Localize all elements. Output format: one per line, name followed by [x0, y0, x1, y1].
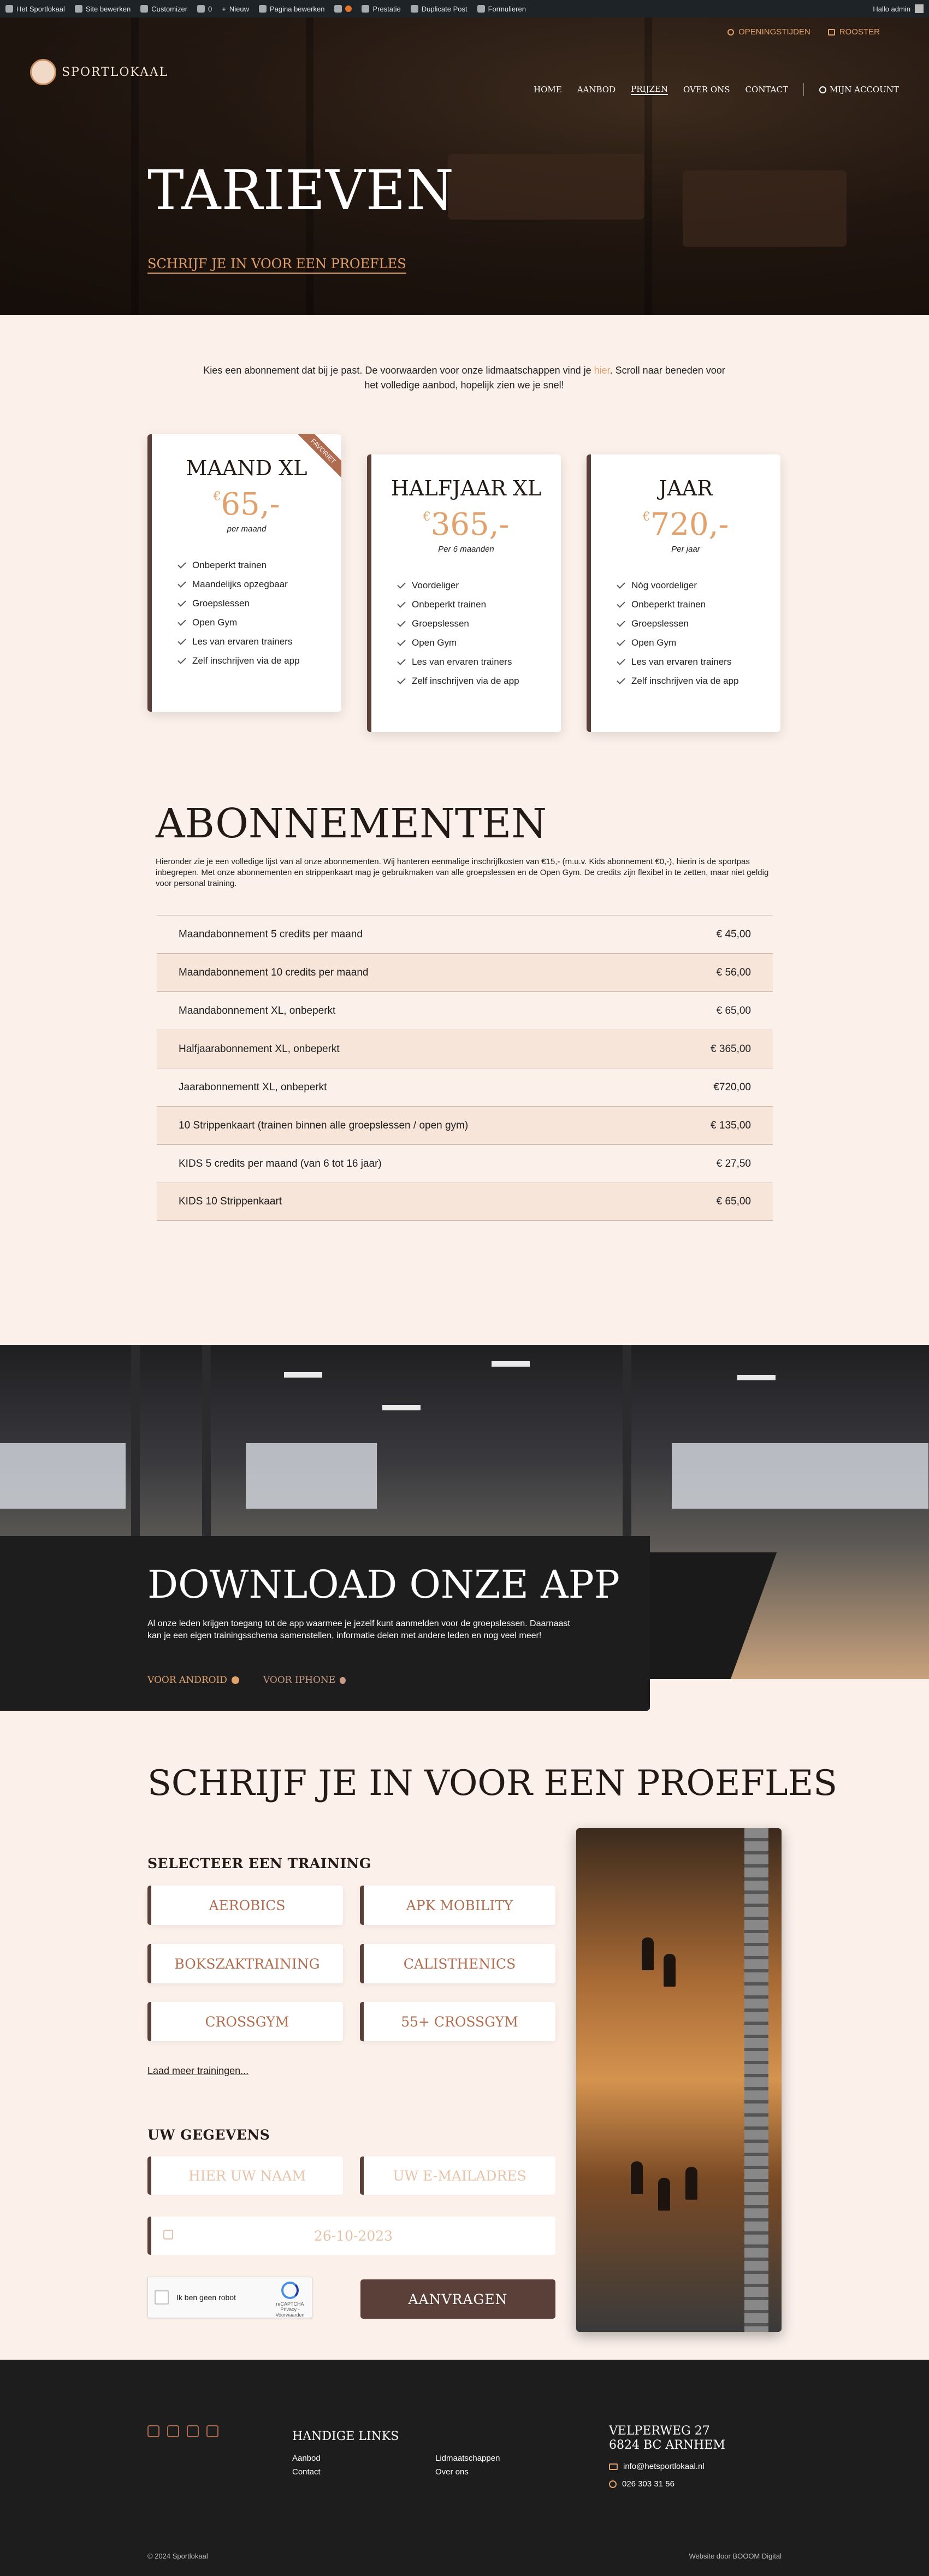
app-text: Al onze leden krijgen toegang tot de app waarmee je jezelf kunt aanmelden voor de groepslessen. Daarnaast kan je een eigen trainingsschema samenstellen, informatie delen met andere leden en nog veel meer! — [147, 1619, 570, 1640]
plan-card-maand-xl[interactable] — [147, 434, 341, 712]
check-icon — [177, 617, 186, 626]
check-icon — [617, 599, 625, 608]
facebook-icon[interactable] — [147, 2425, 159, 2437]
plus-icon: + — [222, 4, 226, 13]
admin-edit-site[interactable]: Site bewerken — [75, 5, 131, 13]
contact-info — [609, 2458, 705, 2493]
check-icon — [177, 636, 186, 645]
training-option[interactable]: 55+ CROSSGYM — [360, 2002, 555, 2041]
climbing-photo — [576, 1828, 782, 2332]
plan-features — [398, 580, 561, 687]
check-icon — [177, 560, 186, 569]
footer-links-title: HANDIGE LINKS — [292, 2430, 399, 2443]
date-field[interactable]: 26-10-2023 — [147, 2217, 555, 2255]
footer-link[interactable]: Contact — [292, 2467, 321, 2477]
admin-forms[interactable]: Formulieren — [477, 5, 526, 13]
admin-site-link[interactable]: Het Sportlokaal — [5, 5, 65, 13]
nav-home[interactable]: HOME — [534, 85, 562, 94]
check-icon — [617, 637, 625, 646]
app-download-panel — [0, 1536, 650, 1711]
comment-icon — [197, 5, 205, 13]
training-option[interactable]: AEROBICS — [147, 1886, 343, 1925]
table-row: KIDS 10 Strippenkaart € 65,00 — [157, 1183, 773, 1221]
plan-price: €65,- — [213, 487, 280, 522]
feature-item: Zelf inschrijven via de app — [617, 676, 780, 687]
pencil-icon — [140, 5, 148, 13]
favorite-ribbon: FAVORIET — [294, 434, 341, 481]
admin-duplicate-post[interactable]: Duplicate Post — [411, 5, 468, 13]
gym-light — [284, 1372, 322, 1378]
feature-item: Zelf inschrijven via de app — [178, 655, 341, 666]
footer-links — [292, 2454, 545, 2477]
feature-item: Groepslessen — [617, 618, 780, 629]
nav-aanbod[interactable]: AANBOD — [577, 85, 616, 94]
plan-price: €365,- — [423, 507, 510, 542]
phone-icon — [609, 2480, 617, 2488]
address-line-2: 6824 BC ARNHEM — [609, 2438, 725, 2452]
pencil-icon — [259, 5, 267, 13]
check-icon — [397, 657, 406, 665]
credit-link[interactable]: Website door BOOOM Digital — [689, 2552, 782, 2560]
feature-item: Groepslessen — [398, 618, 561, 629]
android-icon — [232, 1676, 239, 1684]
feature-item: Zelf inschrijven via de app — [398, 676, 561, 687]
duplicate-icon — [411, 5, 418, 13]
footer-link[interactable]: Lidmaatschappen — [435, 2454, 500, 2463]
calendar-icon — [163, 2230, 173, 2240]
page-title: TARIEVEN — [147, 158, 454, 222]
feature-item: Onbeperkt trainen — [617, 599, 780, 610]
admin-new[interactable]: + Nieuw — [222, 4, 249, 13]
linkedin-icon[interactable] — [167, 2425, 179, 2437]
email-field[interactable]: UW E-MAILADRES — [360, 2156, 555, 2195]
check-icon — [617, 657, 625, 665]
calendar-icon — [828, 29, 835, 36]
admin-customizer[interactable]: Customizer — [140, 5, 187, 13]
admin-comments[interactable]: 0 — [197, 5, 212, 13]
table-row: Halfjaarabonnement XL, onbeperkt € 365,00 — [157, 1030, 773, 1068]
feature-item: Les van ervaren trainers — [398, 657, 561, 667]
intro-text: Kies een abonnement dat bij je past. De voorwaarden voor onze lidmaatschappen vind je hier. Scroll naar beneden voor het volledige aanbod, hopelijk zien we je snel! — [203, 365, 725, 391]
plan-card-jaar[interactable] — [587, 454, 780, 732]
plan-title: MAAND XL — [186, 456, 307, 480]
schedule-link[interactable]: ROOSTER — [828, 27, 880, 37]
feature-item: Maandelijks opzegbaar — [178, 579, 341, 590]
check-icon — [397, 599, 406, 608]
brush-icon — [75, 5, 82, 13]
table-row: 10 Strippenkaart (trainen binnen alle groepslessen / open gym) € 135,00 — [157, 1106, 773, 1144]
check-icon — [397, 580, 406, 589]
climber-figure — [658, 2178, 670, 2211]
user-icon — [819, 86, 826, 93]
plan-period: Per 6 maanden — [438, 545, 494, 554]
admin-yoast[interactable] — [334, 5, 352, 13]
recaptcha-checkbox[interactable] — [155, 2290, 169, 2305]
social-links — [147, 2425, 218, 2437]
subscriptions-description: Hieronder zie je een volledige lijst van al onze abonnementen. Wij hanteren eenmalige inschrijfkosten van €15,- (m.u.v. Kids abonnement €0,-), hierin is de sportpas inbegrepen. Met onze abonnementen en strippenkaart mag je gebruikmaken van alle groepslessen en de Open Gym. De credits zijn flexibel in te zetten, maar niet geldig voor personal training. — [156, 857, 769, 888]
recaptcha-logo: reCAPTCHA Privacy - Voorwaarden — [274, 2282, 306, 2318]
climber-figure — [664, 1954, 676, 1987]
table-row: Jaarabonnementt XL, onbeperkt €720,00 — [157, 1068, 773, 1106]
nav-over-ons[interactable]: OVER ONS — [683, 85, 730, 94]
climber-figure — [642, 1937, 654, 1970]
check-icon — [397, 618, 406, 627]
plan-title: HALFJAAR XL — [390, 476, 542, 500]
name-field[interactable]: HIER UW NAAM — [147, 2156, 343, 2195]
hero-bg-sofa — [683, 170, 847, 247]
nav-contact[interactable]: CONTACT — [745, 85, 788, 94]
plan-title: JAAR — [659, 476, 713, 500]
hero-trial-link[interactable]: SCHRIJF JE IN VOOR EEN PROEFLES — [147, 256, 406, 274]
instagram-icon[interactable] — [187, 2425, 199, 2437]
check-icon — [177, 579, 186, 588]
trial-title: SCHRIJF JE IN VOOR EEN PROEFLES — [147, 1763, 838, 1804]
climber-figure — [685, 2167, 697, 2200]
nav-prijzen[interactable]: PRIJZEN — [631, 84, 668, 94]
check-icon — [617, 618, 625, 627]
apple-icon — [340, 1677, 346, 1684]
main-nav — [534, 83, 899, 96]
plan-period: per maand — [227, 524, 267, 534]
clock-icon — [727, 29, 734, 36]
gym-window — [246, 1443, 377, 1509]
feature-item: Onbeperkt trainen — [398, 599, 561, 610]
table-row: Maandabonnement XL, onbeperkt € 65,00 — [157, 991, 773, 1030]
feature-item: Nóg voordeliger — [617, 580, 780, 591]
copyright: © 2024 Sportlokaal — [147, 2552, 208, 2560]
training-option[interactable]: CROSSGYM — [147, 2002, 343, 2041]
gym-light — [737, 1375, 776, 1380]
plan-features — [617, 580, 780, 687]
feature-item: Groepslessen — [178, 598, 341, 609]
app-title: DOWNLOAD ONZE APP — [147, 1562, 620, 1607]
feature-item: Les van ervaren trainers — [617, 657, 780, 667]
youtube-icon[interactable] — [206, 2425, 218, 2437]
address-line-1: VELPERWEG 27 — [609, 2424, 710, 2438]
table-row: KIDS 5 credits per maand (van 6 tot 16 jaar) € 27,50 — [157, 1144, 773, 1183]
nav-divider — [803, 83, 804, 96]
details-label: UW GEGEVENS — [147, 2127, 270, 2143]
gym-window — [672, 1443, 928, 1509]
plan-period: Per jaar — [671, 545, 700, 554]
plan-price: €720,- — [642, 507, 729, 542]
gym-light — [382, 1405, 421, 1410]
check-icon — [617, 676, 625, 684]
logo-mark-icon — [30, 59, 56, 85]
training-option[interactable]: CALISTHENICS — [360, 1944, 555, 1983]
subscriptions-table — [157, 915, 773, 1221]
admin-edit-page[interactable]: Pagina bewerken — [259, 5, 324, 13]
plan-card-halfjaar-xl[interactable] — [367, 454, 561, 732]
admin-greeting[interactable]: Hallo admin — [873, 4, 910, 13]
conditions-link[interactable]: hier — [594, 365, 610, 376]
check-icon — [617, 580, 625, 589]
admin-bar — [0, 0, 929, 17]
recaptcha-widget — [147, 2277, 312, 2318]
load-more-trainings-link[interactable]: Laad meer trainingen... — [147, 2065, 249, 2076]
avatar[interactable] — [915, 4, 924, 13]
iphone-link[interactable]: VOOR IPHONE — [263, 1675, 346, 1686]
training-option[interactable]: APK MOBILITY — [360, 1886, 555, 1925]
hero-section — [0, 17, 929, 315]
feature-item: Open Gym — [178, 617, 341, 628]
feature-item: Onbeperkt trainen — [178, 560, 341, 571]
admin-performance[interactable]: Prestatie — [362, 5, 400, 13]
feature-item: Voordeliger — [398, 580, 561, 591]
submit-button[interactable]: AANVRAGEN — [360, 2279, 555, 2319]
subscriptions-title: ABONNEMENTEN — [156, 800, 547, 847]
top-links — [727, 27, 880, 37]
table-row: Maandabonnement 5 credits per maand € 45,00 — [157, 915, 773, 953]
email-link[interactable]: info@hetsportlokaal.nl — [609, 2458, 705, 2475]
feature-item: Les van ervaren trainers — [178, 636, 341, 647]
recaptcha-label: Ik ben geen robot — [176, 2293, 236, 2302]
feature-item: Open Gym — [398, 637, 561, 648]
gym-window — [0, 1443, 126, 1509]
performance-icon — [362, 5, 369, 13]
check-icon — [397, 676, 406, 684]
phone-link[interactable]: 026 303 31 56 — [609, 2475, 705, 2493]
site-logo[interactable] — [30, 59, 168, 85]
android-link[interactable]: VOOR ANDROID — [147, 1675, 239, 1686]
footer-link[interactable]: Over ons — [435, 2467, 469, 2477]
forms-icon — [477, 5, 485, 13]
opening-hours-link[interactable]: OPENINGSTIJDEN — [727, 27, 810, 37]
check-icon — [177, 598, 186, 607]
yoast-icon — [334, 5, 342, 13]
hero-bg-beam — [644, 17, 652, 315]
plan-features — [178, 560, 341, 666]
climber-figure — [631, 2161, 643, 2194]
logo-text: SPORTLOKAAL — [62, 65, 169, 79]
site-footer — [0, 2360, 929, 2576]
recaptcha-icon — [281, 2282, 299, 2299]
training-option[interactable]: BOKSZAKTRAINING — [147, 1944, 343, 1983]
wordpress-icon — [5, 5, 13, 13]
table-row: Maandabonnement 10 credits per maand € 56,00 — [157, 953, 773, 991]
select-training-label: SELECTEER EEN TRAINING — [147, 1856, 371, 1871]
gym-light — [492, 1361, 530, 1367]
my-account-link[interactable]: MIJN ACCOUNT — [819, 85, 899, 94]
feature-item: Open Gym — [617, 637, 780, 648]
footer-link[interactable]: Aanbod — [292, 2454, 321, 2463]
hero-bg-sofa — [448, 154, 644, 220]
check-icon — [177, 655, 186, 664]
status-dot-icon — [345, 5, 352, 12]
check-icon — [397, 637, 406, 646]
mail-icon — [609, 2463, 618, 2470]
climbing-bar — [744, 1828, 768, 2332]
